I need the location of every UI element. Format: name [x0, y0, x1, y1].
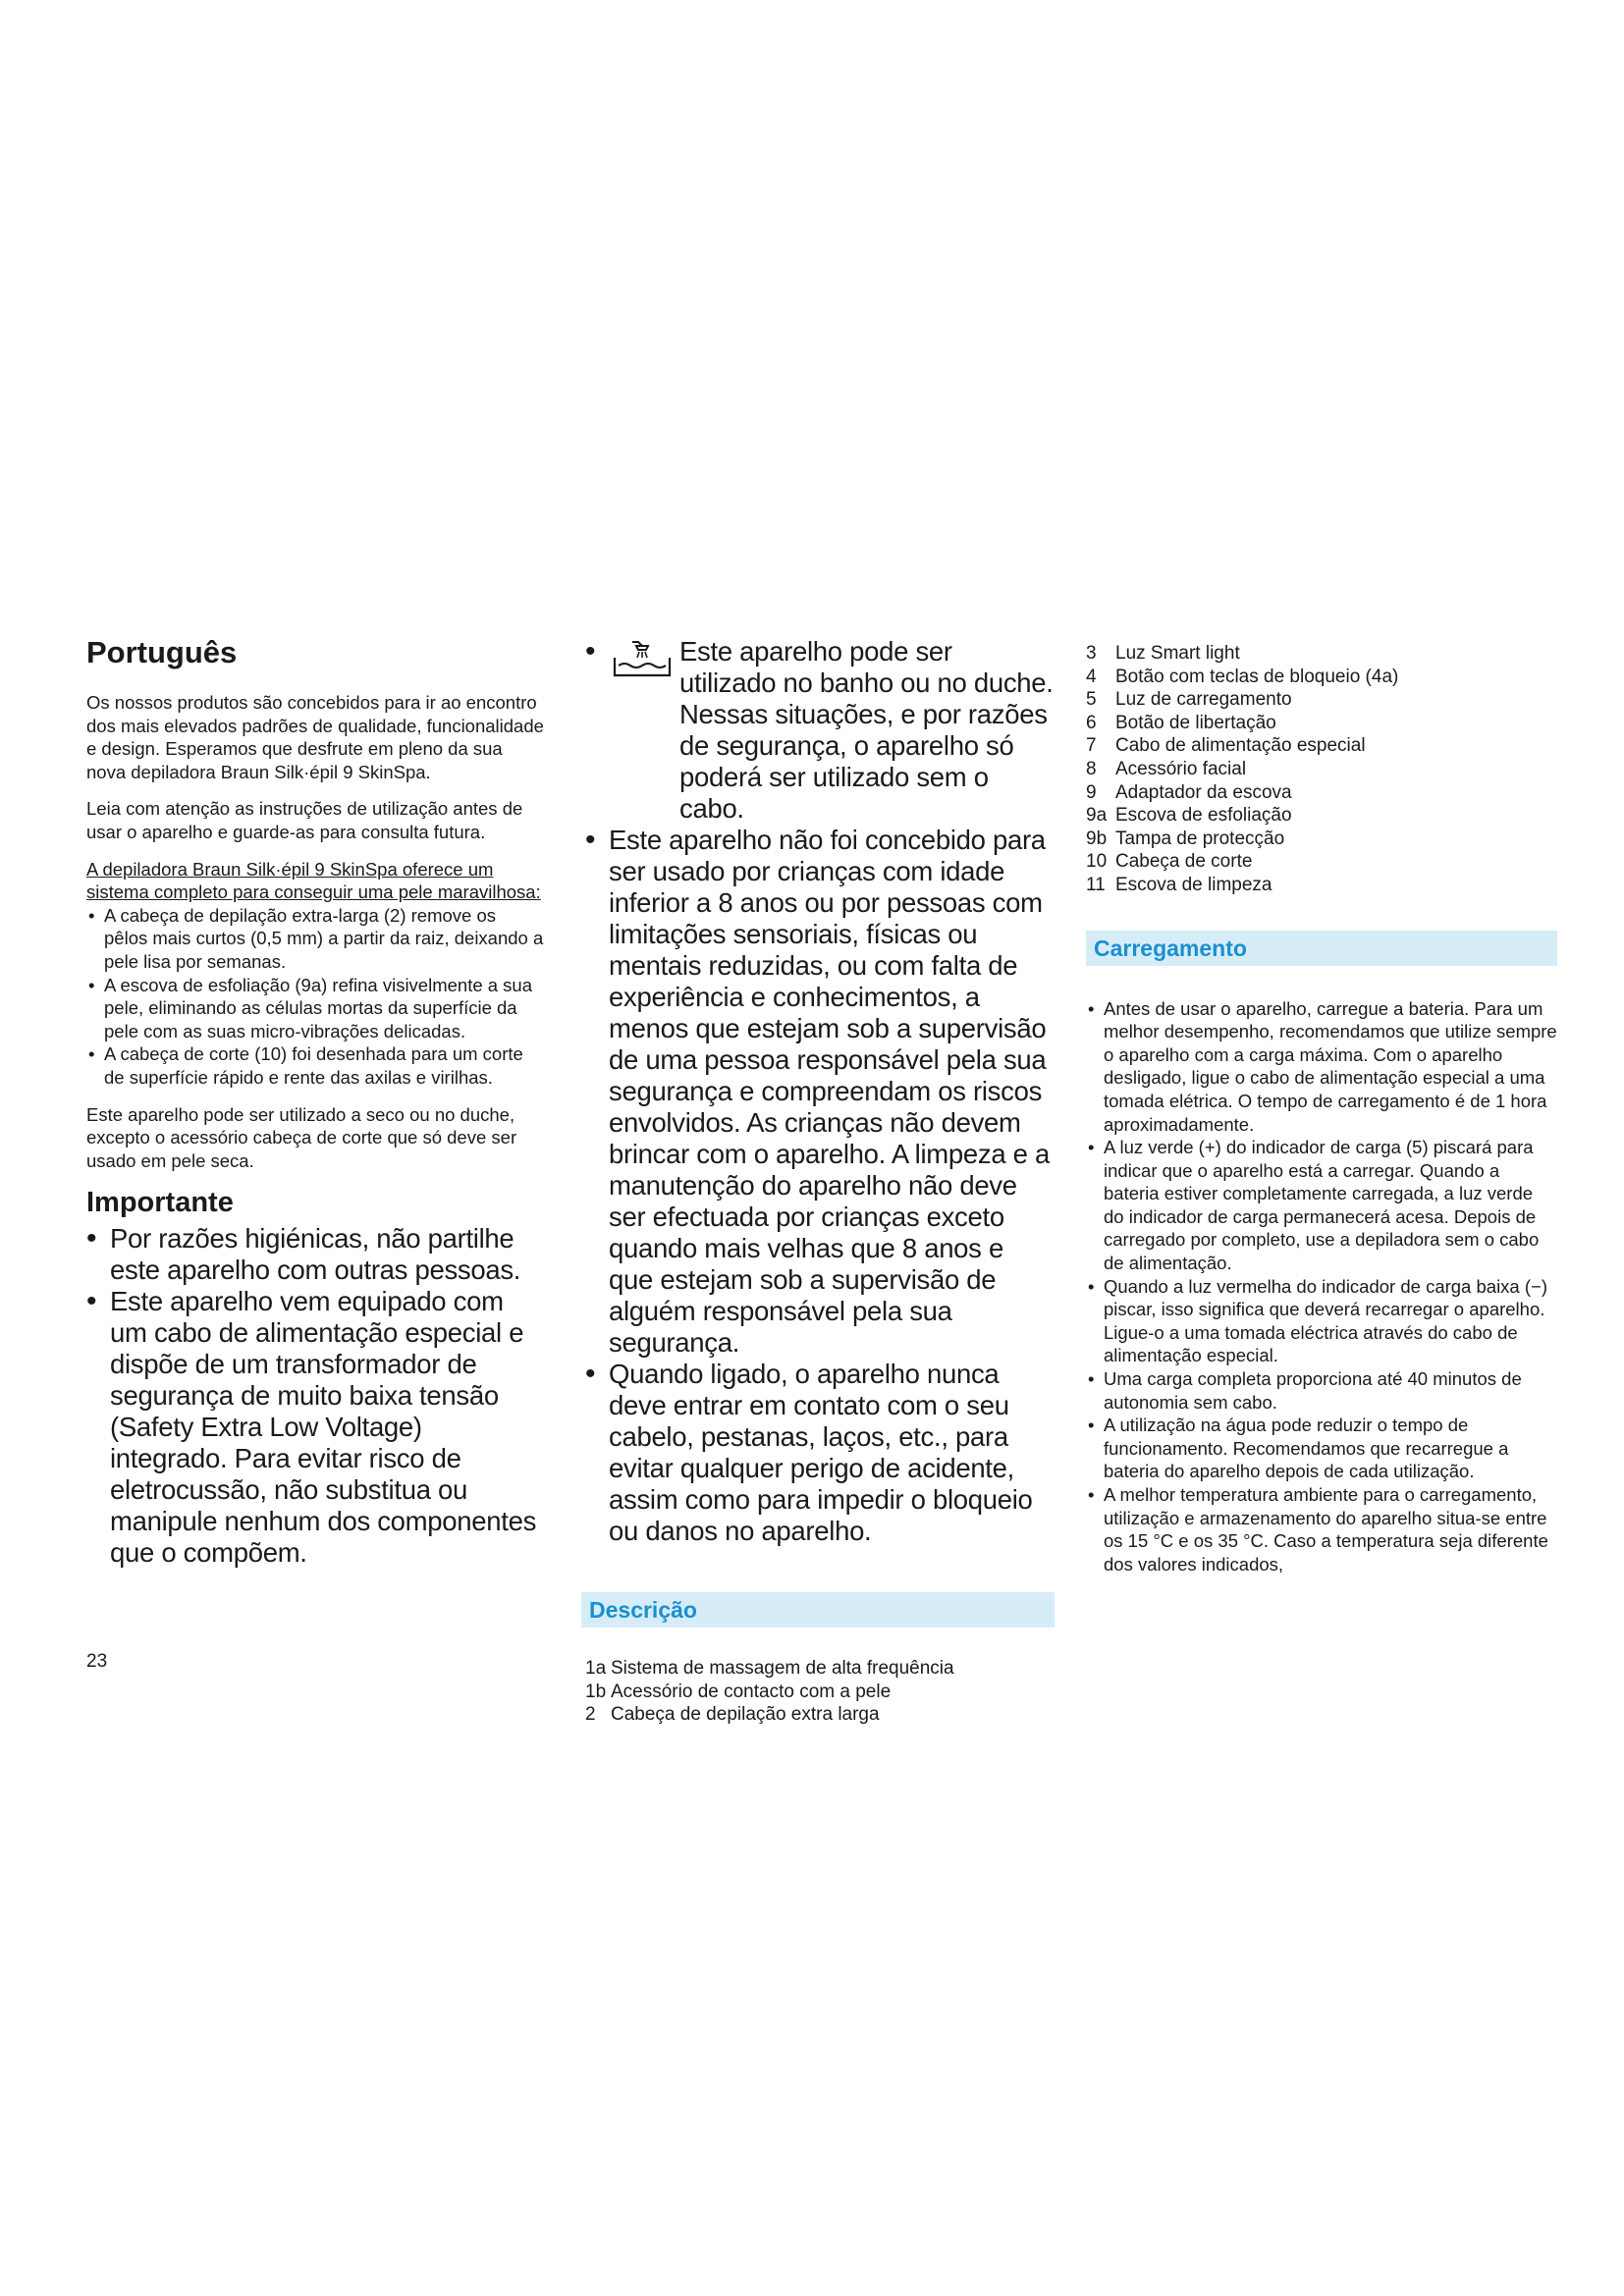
item-text: Cabo de alimentação especial — [1115, 735, 1366, 757]
item-text: Cabeça de depilação extra larga — [611, 1704, 880, 1726]
item-text: Botão de libertação — [1115, 712, 1276, 733]
item-text: Cabeça de corte — [1115, 851, 1253, 873]
warning-text: • Este aparelho pode ser utilizado no banho ou no duche. Nessas situações, e por razões de segurança, o aparelho só poderá ser utilizado sem o cabo. — [679, 636, 1054, 824]
list-item: • Este aparelho não foi concebido para ser usado por crianças com idade inferior a 8 anos ou por pessoas com limitações sensoriais, físicas ou mentais reduzidas, ou com falta de experiência e conhecimentos, a menos que estejam sob a supervisão de uma pessoa responsável pela sua segurança e compreendam os riscos envolvidos. As crianças não devem brincar com o aparelho. A limpeza e a manutenção do aparelho não deve ser efectuada por crianças exceto quando mais velhas que 8 anos e que estejam sob a supervisão de alguém responsável pela sua segurança. — [585, 825, 1055, 1359]
list-item: • A melhor temperatura ambiente para o carregamento, utilização e armazenamento do aparelho situa-se entre os 15 °C e os 35 °C. Caso a temperatura seja diferente dos valores indicados, — [1086, 1483, 1557, 1575]
item-text: Escova de limpeza — [1115, 874, 1272, 895]
list-item — [585, 1657, 1055, 1681]
list-item — [585, 636, 1055, 825]
list-item — [585, 1703, 1055, 1727]
important-list — [86, 1223, 544, 1569]
item-text: Botão com teclas de bloqueio (4a) — [1115, 666, 1399, 687]
item-number: 1a — [585, 1658, 607, 1679]
item-number: 5 — [1086, 689, 1097, 711]
item-text: Luz Smart light — [1115, 643, 1240, 664]
list-item — [1086, 804, 1557, 828]
list-item — [1086, 666, 1557, 689]
item-text: Luz de carregamento — [1115, 689, 1292, 711]
item-text: Sistema de massagem de alta frequência — [611, 1658, 954, 1679]
item-number: 3 — [1086, 643, 1097, 664]
item-number: 4 — [1086, 666, 1097, 687]
system-intro-underlined: A depiladora Braun Silk·épil 9 SkinSpa oferece um sistema completo para conseguir uma pele maravilhosa: — [86, 858, 541, 903]
column-right — [1086, 642, 1557, 1589]
description-list-continued — [1086, 642, 1557, 897]
column-left — [86, 636, 544, 1569]
column-middle — [585, 636, 1055, 1727]
list-item — [1086, 712, 1557, 735]
list-item — [1086, 850, 1557, 874]
list-item: • Este aparelho vem equipado com um cabo de alimentação especial e dispõe de um transformador de segurança de muito baixa tensão (Safety Extra Low Voltage) integrado. Para evitar risco de eletrocussão, não substitua ou manipule nenhum dos componentes que o compõem. — [86, 1286, 544, 1569]
important-heading: Importante — [86, 1187, 234, 1219]
item-text: Acessório de contacto com a pele — [611, 1681, 892, 1702]
list-item: • A escova de esfoliação (9a) refina visivelmente a sua pele, eliminando as células mortas da superfície da pele com as suas micro-vibrações delicadas. — [86, 974, 544, 1043]
item-text: Adaptador da escova — [1115, 781, 1292, 803]
list-item — [1086, 642, 1557, 666]
item-number: 7 — [1086, 735, 1097, 757]
page-number: 23 — [86, 1651, 108, 1672]
item-number: 1b — [585, 1681, 607, 1702]
features-list — [86, 904, 544, 1090]
list-item: • Quando a luz vermelha do indicador de carga baixa (−) piscar, isso significa que deverá recarregar o aparelho. Ligue-o a uma tomada eléctrica através do cabo de alimentação especial. — [1086, 1275, 1557, 1367]
usage-note: Este aparelho pode ser utilizado a seco ou no duche, excepto o acessório cabeça de corte que só deve ser usado em pele seca. — [86, 1103, 517, 1171]
item-number: 11 — [1086, 874, 1106, 895]
page-title: Português — [86, 635, 238, 669]
list-item: • Quando ligado, o aparelho nunca deve entrar em contato com o seu cabelo, pestanas, laços, etc., para evitar qualquer perigo de acidente, assim como para impedir o bloqueio ou danos no aparelho. — [585, 1359, 1055, 1547]
item-number: 10 — [1086, 851, 1108, 873]
list-item — [1086, 758, 1557, 781]
list-item: • A cabeça de depilação extra-larga (2) remove os pêlos mais curtos (0,5 mm) a partir da raiz, deixando a pele lisa por semanas. — [86, 904, 544, 974]
charging-heading: Carregamento — [1086, 931, 1557, 966]
list-item: • Antes de usar o aparelho, carregue a bateria. Para um melhor desempenho, recomendamos que utilize sempre o aparelho com a carga máxima. Com o aparelho desligado, ligue o cabo de alimentação especial a uma tomada elétrica. O tempo de carregamento é de 1 hora aproximadamente. — [1086, 997, 1557, 1137]
instructions-paragraph: Leia com atenção as instruções de utilização antes de usar o aparelho e guarde-as para consulta futura. — [86, 798, 523, 843]
item-number: 8 — [1086, 758, 1097, 779]
item-text: Acessório facial — [1115, 758, 1247, 779]
intro-paragraph: Os nossos produtos são concebidos para ir ao encontro dos mais elevados padrões de qualidade, funcionalidade e design. Esperamos que desfrute em pleno da sua nova depiladora Braun Silk·épil 9 SkinSpa. — [86, 692, 544, 782]
list-item — [1086, 874, 1557, 897]
item-number: 6 — [1086, 712, 1097, 733]
warnings-list — [585, 636, 1055, 1547]
list-item: • A cabeça de corte (10) foi desenhada para um corte de superfície rápido e rente das axilas e virilhas. — [86, 1042, 544, 1089]
list-item: • A luz verde (+) do indicador de carga (5) piscará para indicar que o aparelho está a carregar. Quando a bateria estiver completamente carregada, a luz verde do indicador de carga permanecerá acesa. Depois de carregado por completo, use a depiladora sem o cabo de alimentação. — [1086, 1136, 1557, 1275]
item-number: 2 — [585, 1704, 596, 1726]
item-text: Tampa de protecção — [1115, 828, 1285, 849]
list-item — [1086, 828, 1557, 851]
item-number: 9a — [1086, 805, 1108, 827]
description-heading: Descrição — [581, 1592, 1055, 1628]
list-item — [1086, 688, 1557, 712]
list-item — [585, 1681, 1055, 1704]
shower-bath-icon — [609, 638, 674, 681]
list-item: • Por razões higiénicas, não partilhe este aparelho com outras pessoas. — [86, 1223, 544, 1286]
list-item: • A utilização na água pode reduzir o tempo de funcionamento. Recomendamos que recarregue a bateria do aparelho depois de cada utilização. — [1086, 1414, 1557, 1483]
item-text: Escova de esfoliação — [1115, 805, 1292, 827]
list-item — [1086, 734, 1557, 758]
charging-list — [1086, 997, 1557, 1576]
item-number: 9 — [1086, 781, 1097, 803]
description-list — [585, 1657, 1055, 1727]
list-item — [1086, 781, 1557, 805]
list-item: • Uma carga completa proporciona até 40 minutos de autonomia sem cabo. — [1086, 1367, 1557, 1414]
item-number: 9b — [1086, 828, 1108, 849]
